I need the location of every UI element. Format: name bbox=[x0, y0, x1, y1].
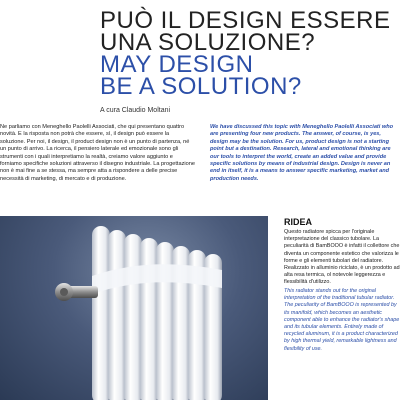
intro-english-text: We have discussed this topic with Meneghello Paolelli Associati who are presenting four new products. The answer, of course, is yes, design may be the solution. For us, product design is not a starting point but a destination. Research, lateral and emotional thinking are our tools to interpret the world, create an added value and provide specific solutions by means of industrial design. Design is never an end in itself, it is a means to answer specific marketing, market and production needs. bbox=[210, 124, 394, 182]
title-english-line-2: BE A SOLUTION? bbox=[100, 73, 302, 100]
radiator-illustration bbox=[0, 216, 268, 400]
title-italian-line-1: PUÒ IL DESIGN ESSERE bbox=[100, 7, 391, 34]
article-title bbox=[100, 7, 400, 100]
product-description-english: This radiator stands out for the original interpretation of the traditional tubular radiator. The peculiarity of BamBOOO is represented by its manifold, which becomes an aesthetic component able to enhance the radiator's shape and its tubular elements. Entirely made of recycled aluminum, it is a product characterized by high thermal yield, remarkable lightness and flexibility of use. bbox=[284, 288, 400, 352]
radiator-photo bbox=[0, 216, 268, 400]
title-english-line-1: MAY DESIGN bbox=[100, 51, 254, 78]
product-description-italian: Questo radiatore spicca per l'originale interpretazione del classico tubolare. La peculiarità di BamBOOO è infatti il collettore che diventa un componente estetico che valorizza le forme e gli elementi tubolari del radiatore. Realizzato in alluminio riciclato, è un prodotto ad alta resa termica, ol notevole leggerezza e flessibilità d'utilizzo. bbox=[284, 229, 400, 286]
product-name: RIDEA bbox=[284, 217, 313, 227]
title-italian-line-2: UNA SOLUZIONE? bbox=[100, 29, 316, 56]
byline: A cura Claudio Moltani bbox=[100, 107, 171, 114]
intro-italian-text: Ne parliamo con Meneghello Paolelli Associati, che qui presentano quattro novità. E la risposta non potrà che essere, sì, il design può essere la soluzione. Per noi, il design, il product design non è un punto di partenza, né un punto di arrivo. La ricerca, il pensiero laterale ed emozionale sono gli strumenti con i quali interpretiamo la realtà, creiamo valore aggiunto e forniamo specifiche soluzioni attraverso il disegno industriale. La progettazione non è mai fine a se stessa, ma sempre atta a rispondere a delle precise necessità di marketing, di mercato e di produzione. bbox=[0, 124, 195, 182]
radiator-tubes bbox=[92, 226, 222, 400]
